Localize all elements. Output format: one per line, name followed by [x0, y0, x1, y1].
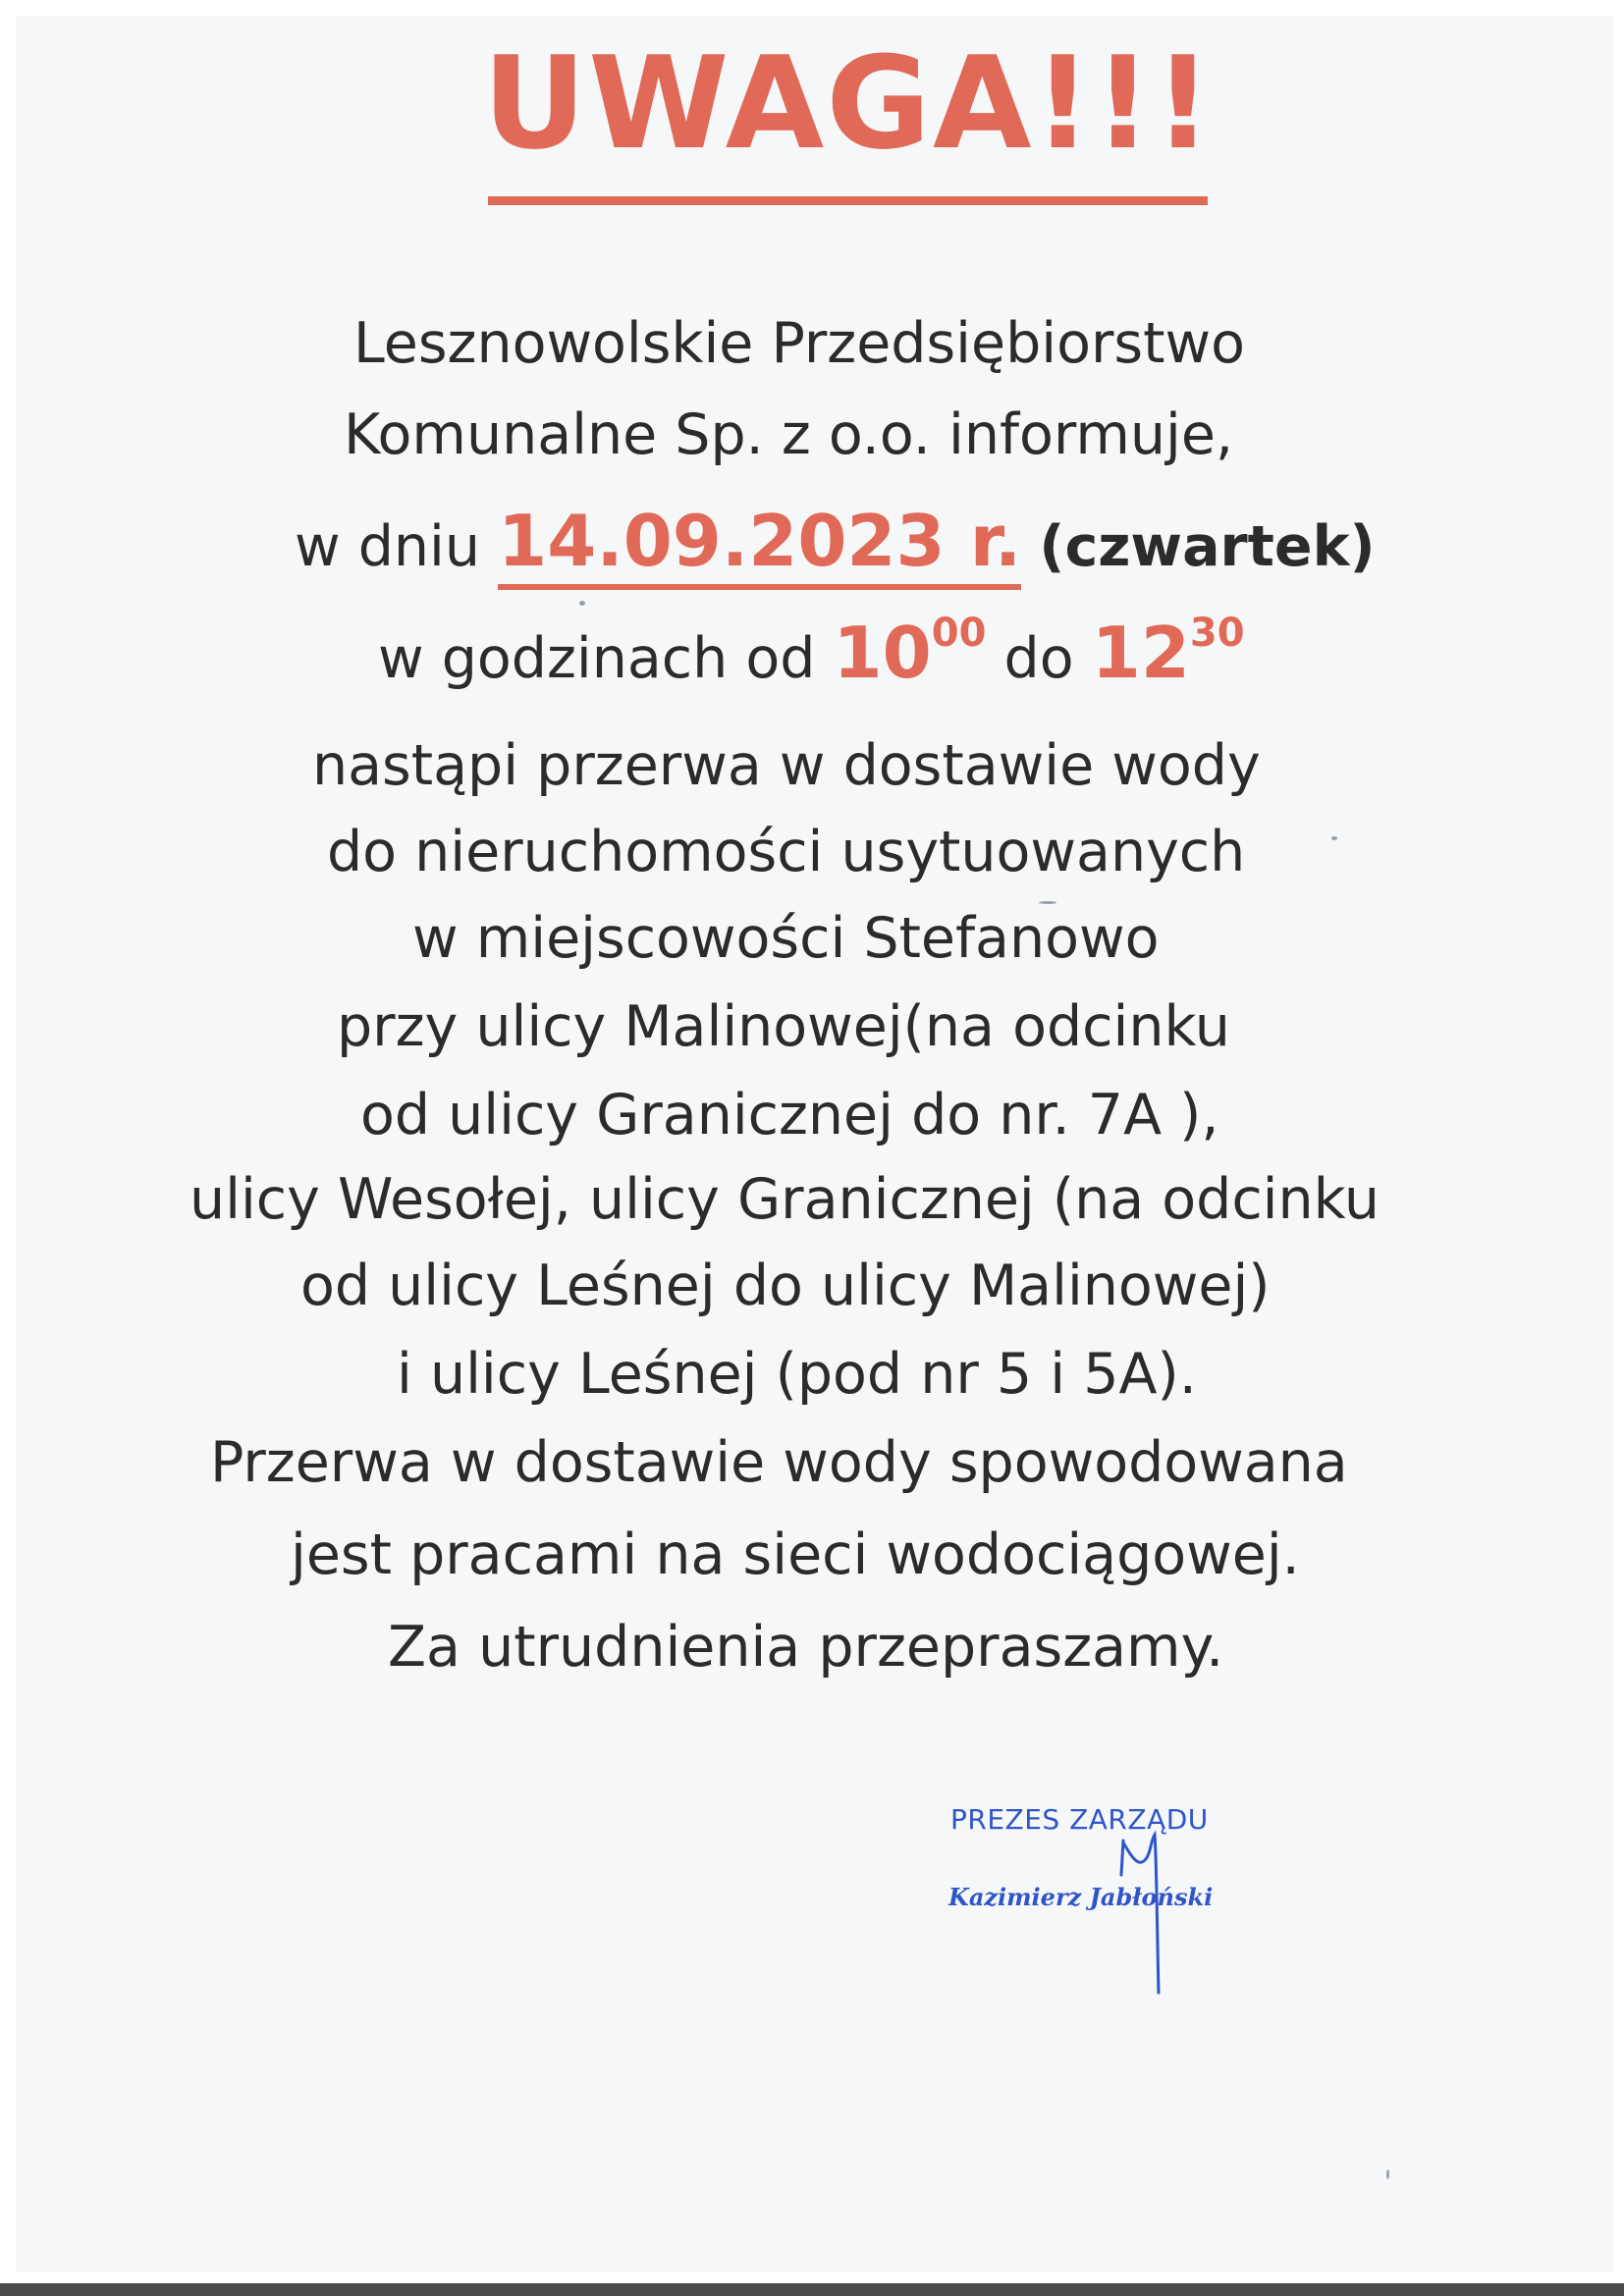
hours-middle: do: [986, 626, 1092, 691]
date-line: [295, 500, 1376, 582]
to-minutes: 30: [1189, 611, 1245, 656]
body-line-4: przy ulicy Malinowej(na odcinku: [337, 994, 1230, 1059]
company-line-2: Komunalne Sp. z o.o. informuje,: [344, 402, 1234, 467]
scan-bottom-edge: [0, 2283, 1624, 2296]
company-line-1: Lesznowolskie Przedsiębiorstwo: [353, 311, 1245, 376]
scan-speck: [1039, 901, 1056, 904]
handwritten-signature: [1100, 1821, 1178, 1998]
body-line-8: i ulicy Leśnej (pod nr 5 i 5A).: [397, 1342, 1197, 1407]
body-line-5: od ulicy Granicznej do nr. 7A ),: [360, 1083, 1219, 1148]
body-line-1: nastąpi przerwa w dostawie wody: [312, 733, 1261, 798]
date-value: 14.09.2023 r.: [498, 500, 1021, 590]
scan-speck: [1386, 2169, 1389, 2179]
signature-title: PREZES ZARZĄDU: [950, 1803, 1209, 1836]
body-line-6: ulicy Wesołej, ulicy Granicznej (na odcinku: [189, 1167, 1380, 1232]
hours-prefix: w godzinach od: [378, 626, 834, 691]
from-minutes: 00: [931, 611, 987, 656]
weekday: (czwartek): [1039, 514, 1376, 579]
to-hour: 12: [1091, 612, 1190, 694]
notice-title: UWAGA!!!: [482, 28, 1215, 178]
from-hour: 10: [833, 612, 932, 694]
title-underline: [488, 196, 1208, 205]
body-line-7: od ulicy Leśnej do ulicy Malinowej): [300, 1254, 1271, 1318]
scan-speck: [579, 601, 585, 606]
date-prefix: w dniu: [295, 514, 499, 579]
signature-name: Kazimierz Jabłoński: [948, 1883, 1214, 1911]
body-line-10: jest pracami na sieci wodociągowej.: [291, 1522, 1300, 1587]
body-line-2: do nieruchomości usytuowanych: [327, 820, 1246, 884]
body-line-11: Za utrudnienia przepraszamy.: [388, 1615, 1224, 1680]
scan-speck: [1331, 836, 1337, 840]
body-line-9: Przerwa w dostawie wody spowodowana: [210, 1430, 1348, 1495]
hours-line: [378, 611, 1245, 694]
body-line-3: w miejscowości Stefanowo: [412, 906, 1160, 971]
